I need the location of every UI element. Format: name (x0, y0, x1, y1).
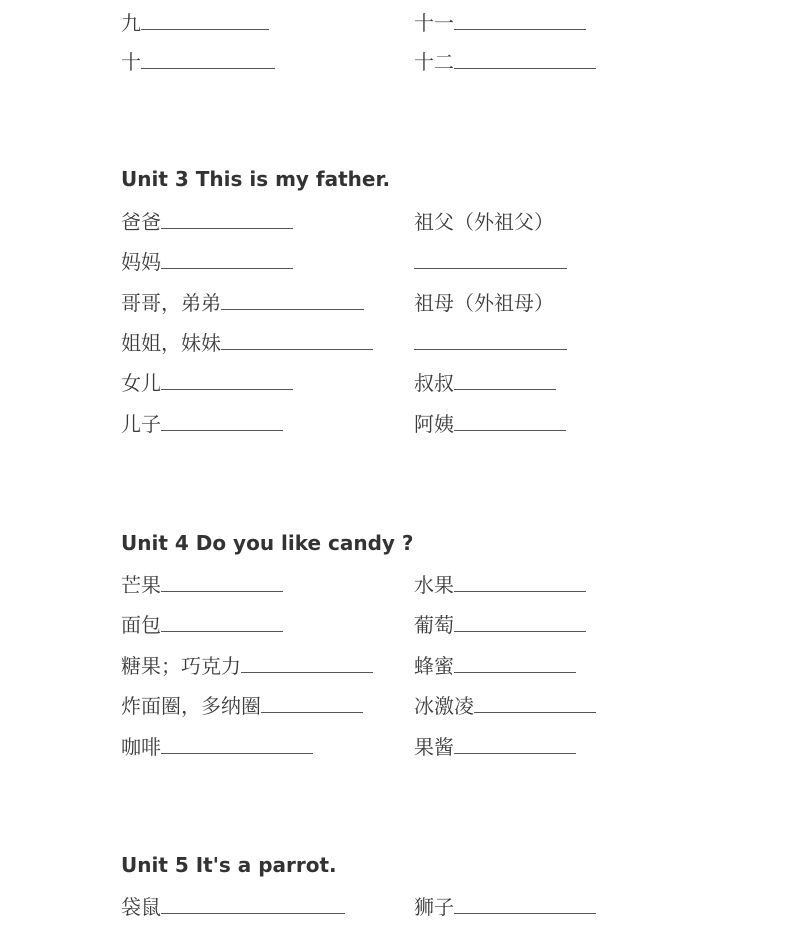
vocab-item (414, 651, 576, 681)
vocab-label: 糖果；巧克力 (121, 654, 241, 678)
answer-blank[interactable] (221, 331, 373, 350)
answer-blank[interactable] (241, 654, 373, 673)
vocab-label: 叔叔 (414, 371, 454, 395)
vocab-item (414, 892, 596, 922)
vocab-label: 咖啡 (121, 735, 161, 759)
vocab-label: 袋鼠 (121, 895, 161, 919)
answer-blank[interactable] (454, 573, 586, 592)
answer-blank[interactable] (161, 250, 293, 269)
answer-blank[interactable] (454, 412, 566, 431)
vocab-item (121, 691, 363, 721)
vocab-item (414, 570, 586, 600)
answer-blank[interactable] (454, 654, 576, 673)
vocab-item (121, 732, 313, 762)
vocab-item (121, 409, 283, 439)
vocab-label: 哥哥，弟弟 (121, 291, 221, 315)
vocab-label: 面包 (121, 613, 161, 637)
vocab-label: 葡萄 (414, 613, 454, 637)
vocab-label: 水果 (414, 573, 454, 597)
vocab-label: 冰激凌 (414, 694, 474, 718)
answer-blank[interactable] (454, 11, 586, 30)
unit-5-heading: Unit 5 It's a parrot. (121, 853, 337, 877)
answer-blank[interactable] (454, 895, 596, 914)
vocab-item (414, 610, 586, 640)
answer-blank[interactable] (414, 250, 567, 269)
vocab-label: 爸爸 (121, 210, 161, 234)
vocab-item (414, 8, 586, 38)
vocab-item (121, 610, 283, 640)
answer-blank[interactable] (141, 11, 269, 30)
answer-blank[interactable] (161, 573, 283, 592)
vocab-item (121, 892, 345, 922)
vocab-label: 祖母（外祖母） (414, 291, 554, 315)
vocab-label: 妈妈 (121, 250, 161, 274)
answer-blank[interactable] (474, 694, 596, 713)
vocab-label: 蜂蜜 (414, 654, 454, 678)
vocab-label: 十一 (414, 11, 454, 35)
vocab-item (121, 328, 373, 358)
answer-blank[interactable] (454, 735, 576, 754)
vocab-item (414, 368, 556, 398)
answer-blank[interactable] (454, 50, 596, 69)
vocab-label: 狮子 (414, 895, 454, 919)
vocab-item (121, 570, 283, 600)
vocab-label: 九 (121, 11, 141, 35)
answer-blank[interactable] (161, 895, 345, 914)
vocab-label: 炸面圈，多纳圈 (121, 694, 261, 718)
vocab-item (121, 8, 269, 38)
answer-blank[interactable] (454, 371, 556, 390)
answer-blank[interactable] (161, 613, 283, 632)
answer-blank[interactable] (261, 694, 363, 713)
vocab-item (121, 288, 364, 318)
vocab-item (414, 328, 567, 358)
vocab-item (121, 47, 275, 77)
vocab-item (414, 247, 567, 277)
vocab-item (414, 207, 554, 237)
vocab-label: 十 (121, 50, 141, 74)
vocab-label: 祖父（外祖父） (414, 210, 554, 234)
vocab-item (121, 368, 293, 398)
vocab-item (414, 288, 554, 318)
vocab-label: 儿子 (121, 412, 161, 436)
vocab-item (121, 207, 293, 237)
vocab-item (414, 47, 596, 77)
answer-blank[interactable] (161, 735, 313, 754)
vocab-label: 女儿 (121, 371, 161, 395)
answer-blank[interactable] (141, 50, 275, 69)
answer-blank[interactable] (161, 371, 293, 390)
answer-blank[interactable] (221, 291, 364, 310)
vocab-item (414, 732, 576, 762)
unit-3-heading: Unit 3 This is my father. (121, 167, 391, 191)
vocab-label: 阿姨 (414, 412, 454, 436)
unit-4-heading: Unit 4 Do you like candy ? (121, 531, 414, 555)
vocab-item (121, 247, 293, 277)
answer-blank[interactable] (414, 331, 567, 350)
vocab-label: 十二 (414, 50, 454, 74)
vocab-item (121, 651, 373, 681)
vocab-label: 芒果 (121, 573, 161, 597)
vocab-item (414, 409, 566, 439)
vocab-label: 果酱 (414, 735, 454, 759)
answer-blank[interactable] (454, 613, 586, 632)
vocab-item (414, 691, 596, 721)
answer-blank[interactable] (161, 210, 293, 229)
answer-blank[interactable] (161, 412, 283, 431)
vocab-label: 姐姐，妹妹 (121, 331, 221, 355)
